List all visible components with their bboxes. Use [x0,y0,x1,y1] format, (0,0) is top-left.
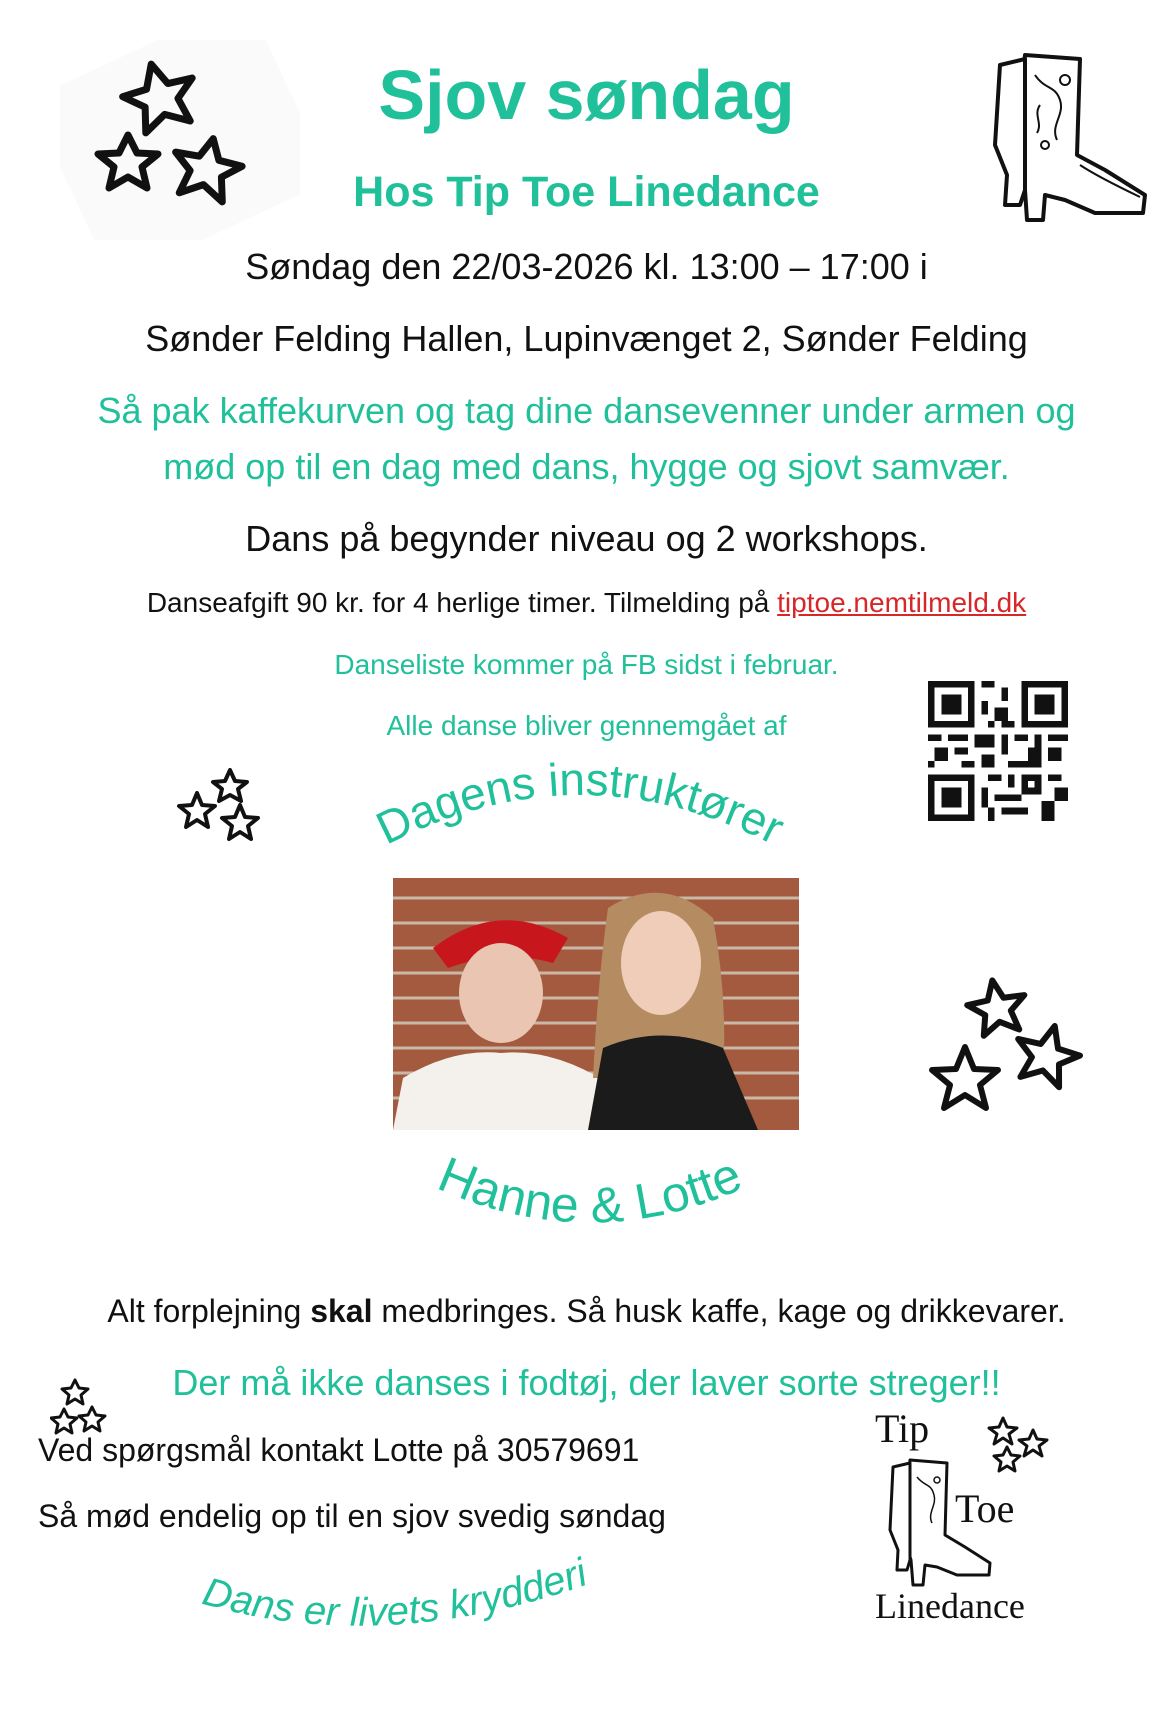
catering-line [0,1293,1173,1330]
venue-line: Sønder Felding Hallen, Lupinvænget 2, Sønder Felding [145,318,1028,359]
signup-link[interactable]: tiptoe.nemtilmeld.dk [777,587,1027,618]
stars-decoration-top-left [60,40,300,240]
logo-word-linedance: Linedance [875,1586,1025,1626]
date-line: Søndag den 22/03-2026 kl. 13:00 – 17:00 i [245,246,928,287]
star-icon [989,1418,1017,1444]
instructors-heading [330,750,830,880]
logo-word-tip: Tip [875,1406,930,1451]
invite-line-1: Så pak kaffekurven og tag dine dansevenner under armen og [97,390,1076,431]
catering-bold: skal [310,1293,373,1329]
svg-text:Dans er livets krydderi: Dans er livets krydderi [198,1550,593,1635]
svg-text:Hanne & Lotte: Hanne & Lotte [431,1146,750,1234]
stars-decoration-logo [985,1415,1055,1475]
star-icon [179,793,215,827]
catering-post: medbringes. Så husk kaffe, kage og drikkevarer. [381,1293,1066,1329]
star-icon [222,805,258,839]
slogan [180,1545,620,1665]
star-icon [62,1380,88,1404]
star-icon [213,770,247,801]
invite-line-2: mød op til en dag med dans, hygge og sjovt samvær. [163,446,1010,487]
star-icon [51,1409,77,1433]
boot-logo-icon [885,1455,995,1590]
stars-decoration-small-left [170,765,270,850]
taught-by-line: Alle danse bliver gennemgået af [386,710,787,741]
danceliste-line: Danseliste kommer på FB sidst i februar. [334,649,839,680]
fee-text: Danseafgift 90 kr. for 4 herlige timer. Tilmelding på [146,587,770,618]
page-title: Sjov søndag [378,56,795,134]
cowboy-boots-icon [985,45,1155,235]
star-icon [994,1447,1020,1471]
tiptoe-logo [875,1405,1075,1635]
svg-text:Dagens instruktører: Dagens instruktører [368,752,793,855]
stars-decoration-right [925,975,1085,1130]
footwear-warning: Der må ikke danses i fodtøj, der laver sorte streger!! [172,1362,1001,1403]
catering-pre: Alt forplejning [107,1293,302,1329]
star-icon [1019,1430,1047,1456]
instructor-names [400,1146,780,1260]
logo-word-toe: Toe [955,1486,1015,1531]
star-icon [964,975,1030,1037]
contact-line: Ved spørgsmål kontakt Lotte på 30579691 [38,1432,640,1468]
star-icon [932,1047,998,1108]
page-subtitle: Hos Tip Toe Linedance [353,168,820,216]
dance-level-line: Dans på begynder niveau og 2 workshops. [245,518,928,559]
fee-line [0,587,1173,619]
qr-code[interactable] [928,681,1068,821]
closing-line: Så mød endelig op til en sjov svedig søndag [38,1498,666,1534]
star-icon [79,1407,105,1431]
instructors-photo [393,878,799,1130]
